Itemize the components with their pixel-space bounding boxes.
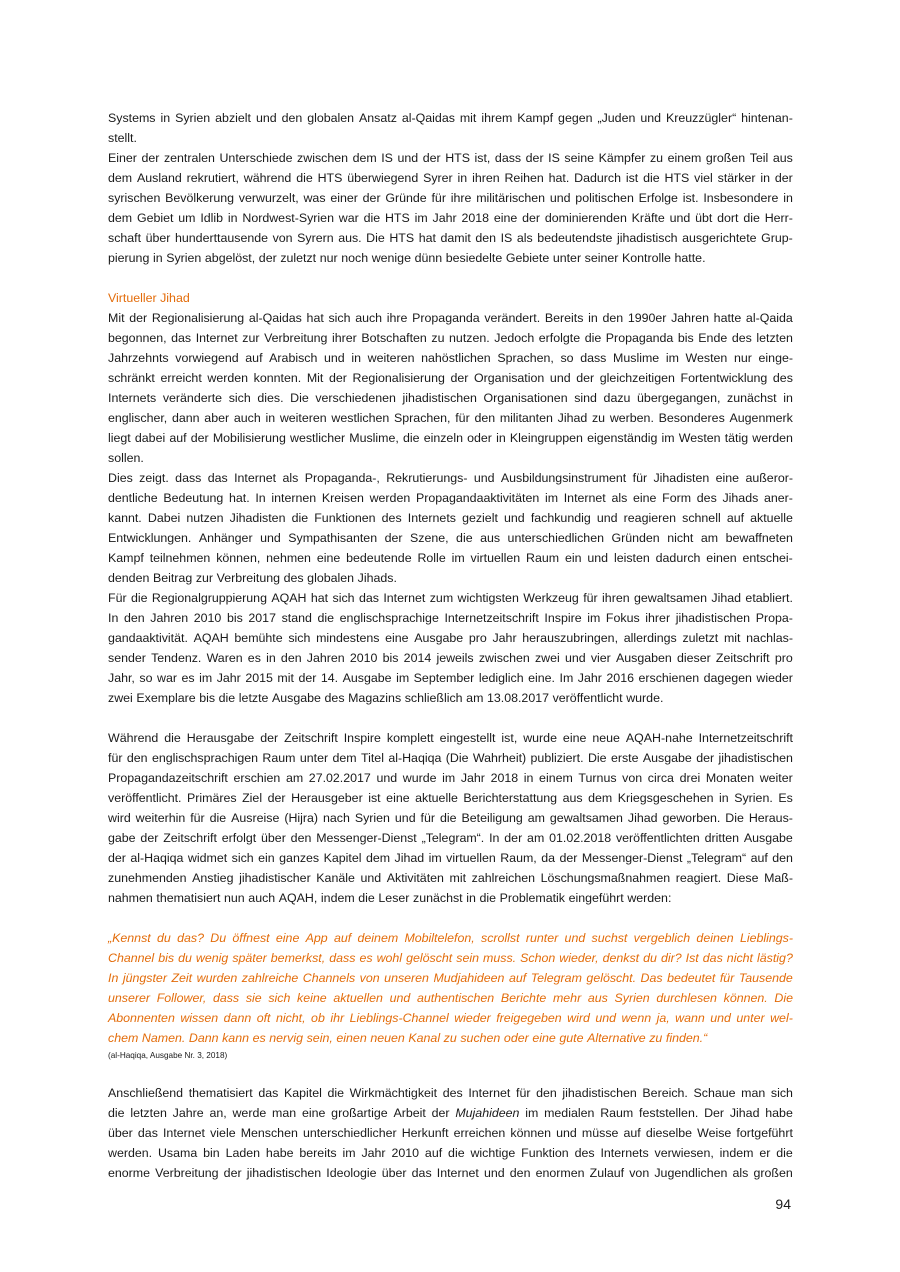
page-number: 94 — [775, 1196, 791, 1212]
section-heading: Virtueller Jihad — [108, 291, 190, 305]
paragraph-gap — [108, 268, 793, 288]
text-line: dem Ausland rekrutiert, während die HTS überwiegend Syrer in ihren Reihen hat. Dadurch ist die HTS viel stärker in der — [108, 171, 793, 185]
text-line: die letzten Jahre an, werde man eine großartige Arbeit der Mujahideen im medialen Raum feststellen. Der Jihad habe — [108, 1106, 793, 1120]
text-line: sollen. — [108, 451, 144, 465]
text-line: sender Tendenz. Waren es in den Jahren 2010 bis 2014 jeweils zwischen zwei und vier Ausgaben dieser Zeitschrift pro — [108, 651, 793, 665]
text-line: liegt dabei auf der Mobilisierung westlicher Muslime, die einzeln oder in Kleingruppen eigenständig im Westen tätig werden — [108, 431, 793, 445]
text-line: Für die Regionalgruppierung AQAH hat sich das Internet zum wichtigsten Werkzeug für ihren gewaltsamen Jihad etabliert. — [108, 591, 793, 605]
text-line: gabe der Zeitschrift erfolgt über den Messenger-Dienst „Telegram“. In der am 01.02.2018 veröffentlichten dritten Ausgabe — [108, 831, 793, 845]
text-line: dentliche Bedeutung hat. In internen Kreisen werden Propagandaaktivitäten im Internet als eine Form des Jihads aner- — [108, 491, 793, 505]
block-quote — [108, 928, 793, 1048]
text-line: syrischen Bevölkerung verwurzelt, was einer der Gründe für ihre militärischen und politischen Erfolge ist. Insbesondere in — [108, 191, 793, 205]
text-line: schränkt erreicht werden konnten. Mit der Regionalisierung der Organisation und der gleichzeitigen Fortentwicklung des — [108, 371, 793, 385]
paragraph — [108, 108, 793, 148]
text-line: pierung in Syrien abgelöst, der zuletzt nur noch wenige dünn besiedelte Gebiete unter seiner Kontrolle hatte. — [108, 251, 706, 265]
text-line: Entwicklungen. Anhänger und Sympathisanten der Szene, die aus unterschiedlichen Gründen nicht am bewaffneten — [108, 531, 793, 545]
text-line: Während die Herausgabe der Zeitschrift Inspire komplett eingestellt ist, wurde eine neue AQAH-nahe Internetzeitschrift — [108, 731, 793, 745]
text-line: kannt. Dabei nutzen Jihadisten die Funktionen des Internets gezielt und fachkundig und reagieren schnell auf aktuelle — [108, 511, 793, 525]
text-line: schaft über hunderttausende von Syrern aus. Die HTS hat damit den IS als bedeutendste jihadistisch ausgerichtete Grup- — [108, 231, 793, 245]
text-line: Internets veränderte sich dies. Die verschiedenen jihadistischen Organisationen sind dazu übergegangen, zunächst in — [108, 391, 793, 405]
text-line: zunehmenden Anstieg jihadistischer Kanäle und Aktivitäten mit zahlreichen Löschungsmaßnahmen reagiert. Diese Maß- — [108, 871, 793, 885]
text-line: Mit der Regionalisierung al-Qaidas hat sich auch ihre Propaganda verändert. Bereits in den 1990er Jahren hatte al-Qaida — [108, 311, 793, 325]
text-line: über das Internet viele Menschen unterschiedlicher Herkunft erreichen können und müsse auf dieselbe Weise fortgeführt — [108, 1126, 793, 1140]
text-line: „Kennst du das? Du öffnest eine App auf deinem Mobiltelefon, scrollst runter und suchst vergeblich deinen Lieblings- — [108, 931, 793, 945]
text-line: Jahrzehnts vorwiegend auf Arabisch und in weiteren nahöstlichen Sprachen, so dass Muslime im Westen nur einge- — [108, 351, 793, 365]
text-line: In jüngster Zeit wurden zahlreiche Channels von unseren Mudjahideen auf Telegram gelöscht. Das bedeutet für Tausende — [108, 971, 793, 985]
text-line: Jahr, so war es im Jahr 2015 mit der 14. Ausgabe im September lediglich eine. Im Jahr 2016 erschienen dagegen wieder — [108, 671, 793, 685]
text-line: begonnen, das Internet zur Verbreitung ihrer Botschaften zu nutzen. Jedoch erfolgte die Propaganda bis Ende des letzten — [108, 331, 793, 345]
text-line: unserer Follower, dass sie sich keine aktuellen und authentischen Berichte mehr aus Syrien durchlesen können. Die — [108, 991, 793, 1005]
paragraph — [108, 468, 793, 588]
text-line: In den Jahren 2010 bis 2017 stand die englischsprachige Internetzeitschrift Inspire im Fokus ihrer jihadistischen Propa- — [108, 611, 793, 625]
paragraph — [108, 1083, 793, 1183]
text-line: Propagandazeitschrift erschien am 27.02.2017 und wurde im Jahr 2018 in einem Turnus von circa drei Monaten weiter — [108, 771, 793, 785]
paragraph-gap — [108, 908, 793, 928]
text-line: für den englischsprachigen Raum unter dem Titel al-Haqiqa (Die Wahrheit) publiziert. Die erste Ausgabe der jihadistischen — [108, 751, 793, 765]
text-line: Channel bis du wenig später bemerkst, dass es wohl gelöscht sein muss. Schon wieder, denkst du dir? Ist das nicht lästig? — [108, 951, 793, 965]
text-line: chem Namen. Dann kann es nervig sein, einen neuen Kanal zu suchen oder eine gute Alternative zu finden.“ — [108, 1031, 708, 1045]
paragraph-gap — [108, 1063, 793, 1083]
paragraph — [108, 308, 793, 468]
text-line: wird weiterhin für die Ausreise (Hijra) nach Syrien und für die Beteiligung am gewaltsamen Jihad geworben. Die Heraus- — [108, 811, 793, 825]
document-body — [108, 108, 793, 1183]
text-line: nahmen thematisiert nun auch AQAH, indem die Leser zunächst in die Problematik eingeführt werden: — [108, 891, 672, 905]
text-line: Kampf teilnehmen können, nehmen eine bedeutende Rolle im virtuellen Raum ein und leisten dadurch einen entschei- — [108, 551, 793, 565]
text-line: Anschließend thematisiert das Kapitel die Wirkmächtigkeit des Internet für den jihadistischen Bereich. Schaue man sich — [108, 1086, 793, 1100]
text-line: englischer, dann aber auch in weiteren westlichen Sprachen, für den militanten Jihad zu werben. Besonderes Augenmerk — [108, 411, 793, 425]
text-line: dem Gebiet um Idlib in Nordwest-Syrien war die HTS im Jahr 2018 eine der dominierenden Kräfte und übt dort die Herr- — [108, 211, 793, 225]
text-line: zwei Exemplare bis die letzte Ausgabe des Magazins schließlich am 13.08.2017 veröffentlicht wurde. — [108, 691, 664, 705]
text-line: werden. Usama bin Laden habe bereits im Jahr 2010 auf die wichtige Funktion des Internets verwiesen, indem er die — [108, 1146, 793, 1160]
paragraph — [108, 728, 793, 908]
text-line: veröffentlicht. Primäres Ziel der Herausgeber ist eine aktuelle Berichterstattung aus dem Kriegsgeschehen in Syrien. Es — [108, 791, 793, 805]
paragraph — [108, 148, 793, 268]
quote-source: (al-Haqiqa, Ausgabe Nr. 3, 2018) — [108, 1051, 228, 1060]
text-line: Systems in Syrien abzielt und den globalen Ansatz al-Qaidas mit ihrem Kampf gegen „Juden und Kreuzzügler“ hintenan- — [108, 111, 793, 125]
text-line: Abonnenten wissen dann oft nicht, ob ihr Lieblings-Channel wieder freigegeben wird und wenn ja, wann und unter wel- — [108, 1011, 793, 1025]
text-line: enorme Verbreitung der jihadistischen Ideologie über das Internet und den enormen Zulauf von Jugendlichen als großen — [108, 1166, 793, 1180]
text-line: denden Beitrag zur Verbreitung des globalen Jihads. — [108, 571, 397, 585]
paragraph — [108, 588, 793, 708]
text-line: gandaaktivität. AQAH bemühte sich mindestens eine Ausgabe pro Jahr herauszubringen, allerdings zuletzt mit nachlas- — [108, 631, 793, 645]
text-line: der al-Haqiqa widmet sich ein ganzes Kapitel dem Jihad im virtuellen Raum, da der Messenger-Dienst „Telegram“ auf den — [108, 851, 793, 865]
text-line: Dies zeigt. dass das Internet als Propaganda-, Rekrutierungs- und Ausbildungsinstrument für Jihadisten eine außeror- — [108, 471, 793, 485]
text-line: stellt. — [108, 131, 137, 145]
paragraph-gap — [108, 708, 793, 728]
text-line: Einer der zentralen Unterschiede zwischen dem IS und der HTS ist, dass der IS seine Kämpfer zu einem großen Teil aus — [108, 151, 793, 165]
